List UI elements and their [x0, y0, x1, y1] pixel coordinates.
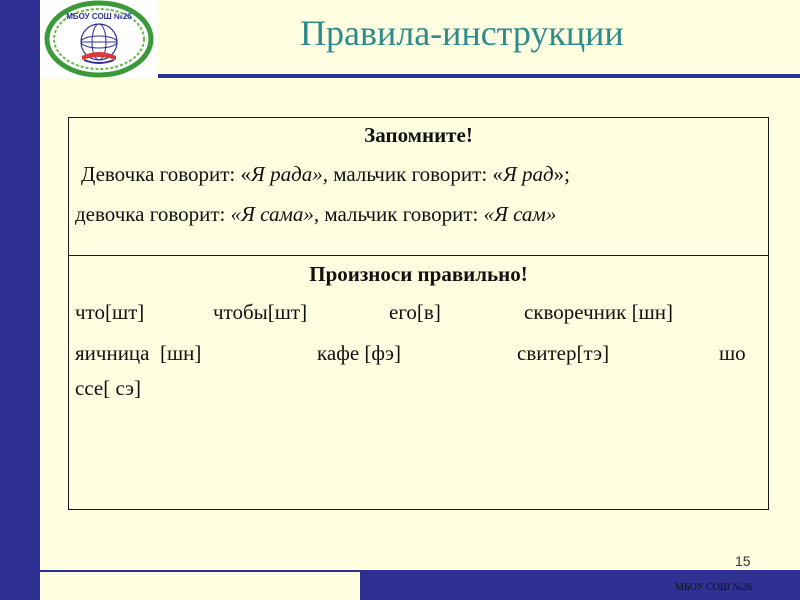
footer-school-name: МБОУ СОШ №26: [675, 582, 752, 593]
remember-heading: Запомните!: [364, 123, 473, 147]
remember-line-2-part-4: «Я сам»: [483, 202, 557, 226]
remember-line-2-part-1: девочка говорит:: [75, 202, 231, 226]
school-logo: [40, 0, 158, 78]
pronounce-word: шо: [719, 341, 746, 365]
logo-text: МБОУ СОШ №26: [66, 12, 132, 21]
pronounce-word: ссе[ сэ]: [75, 376, 142, 400]
remember-line-1-part-3: мальчик говорит: «: [327, 162, 503, 186]
remember-line-1: [81, 162, 570, 187]
pronounce-word: яичница [шн]: [75, 341, 202, 365]
footer-cream-block: [40, 570, 360, 600]
pronounce-word: кафе [фэ]: [317, 341, 401, 365]
remember-line-2-part-3: , мальчик говорит:: [313, 202, 484, 226]
slide-title: Правила-инструкции: [300, 13, 624, 53]
left-accent-bar: [0, 0, 40, 600]
header-divider: [158, 74, 800, 78]
remember-section: [69, 118, 768, 256]
pronounce-heading: Произноси правильно!: [309, 262, 528, 286]
rules-table: [68, 117, 769, 510]
page-number: 15: [735, 553, 751, 569]
remember-line-1-part-4: Я рад: [502, 162, 554, 186]
pronounce-section: [69, 256, 768, 509]
remember-line-1-part-5: »;: [553, 162, 570, 186]
pronounce-word: скворечник [шн]: [524, 300, 673, 324]
remember-line-2-part-2: «Я сама»: [230, 202, 314, 226]
footer-divider: [40, 570, 800, 572]
remember-line-1-part-2: Я рада»,: [251, 162, 328, 186]
remember-line-1-part-1: Девочка говорит: «: [81, 162, 252, 186]
remember-line-2: [75, 202, 556, 227]
pronounce-word: чтобы[шт]: [213, 300, 308, 324]
pronounce-word: свитер[тэ]: [517, 341, 610, 365]
pronounce-word: что[шт]: [75, 300, 145, 324]
pronounce-word: его[в]: [389, 300, 441, 324]
